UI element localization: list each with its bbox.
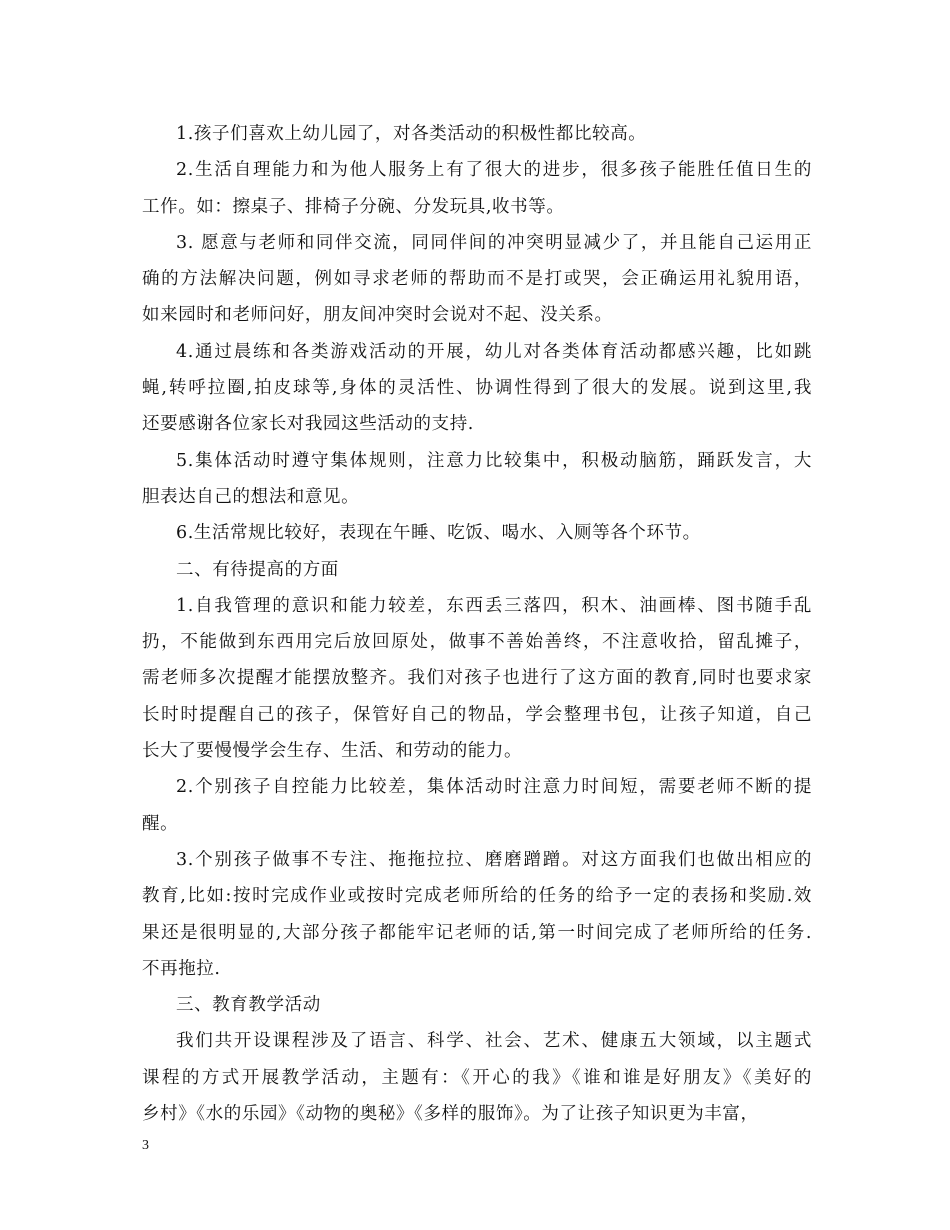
paragraph (142, 116, 812, 152)
text-line: 工作。如：擦桌子、排椅子分碗、分发玩具,收书等。 (142, 196, 565, 217)
text-line: 果还是很明显的,大部分孩子都能牢记老师的话,第一时间完成了老师所给的任务. (142, 922, 812, 943)
paragraph (142, 1023, 812, 1132)
text-line: 三、教育教学活动 (176, 995, 321, 1016)
text-line: 我们共开设课程涉及了语言、科学、社会、艺术、健康五大领域，以主题式 (176, 1031, 812, 1052)
text-line: 需老师多次提醒才能摆放整齐。我们对孩子也进行了这方面的教育,同时也要求家 (142, 668, 812, 689)
paragraph (142, 152, 812, 225)
text-line: 1.孩子们喜欢上幼儿园了，对各类活动的积极性都比较高。 (176, 124, 647, 144)
paragraph (142, 552, 812, 588)
paragraph (142, 842, 812, 987)
text-line: 醒。 (142, 813, 179, 834)
text-line: 6.生活常规比较好，表现在午睡、吃饭、喝水、入厕等各个环节。 (176, 523, 701, 544)
text-line: 不再拖拉. (142, 958, 221, 979)
text-line: 2.个别孩子自控能力比较差，集体活动时注意力时间短，需要老师不断的提 (176, 777, 812, 798)
text-line: 长大了要慢慢学会生存、生活、和劳动的能力。 (142, 741, 523, 762)
paragraph (142, 443, 812, 516)
text-line: 3. 愿意与老师和同伴交流，同同伴间的冲突明显减少了，并且能自己运用正 (176, 232, 812, 253)
text-line: 课程的方式开展教学活动，主题有：《开心的我》《谁和谁是好朋友》《美好的 (142, 1067, 812, 1088)
text-line: 扔，不能做到东西用完后放回原处，做事不善始善终，不注意收拾，留乱摊子， (142, 632, 812, 653)
text-line: 长时时提醒自己的孩子，保管好自己的物品，学会整理书包，让孩子知道，自己 (142, 704, 812, 725)
text-line: 教育,比如:按时完成作业或按时完成老师所给的任务的给予一定的表扬和奖励.效 (142, 886, 812, 907)
paragraph (142, 515, 812, 551)
text-line: 4.通过晨练和各类游戏活动的开展，幼儿对各类体育活动都感兴趣，比如跳 (176, 341, 812, 362)
text-line: 蝇,转呼拉圈,拍皮球等,身体的灵活性、协调性得到了很大的发展。说到这里,我 (142, 378, 812, 399)
text-line: 如来园时和老师问好，朋友间冲突时会说对不起、没关系。 (142, 305, 613, 326)
text-line: 还要感谢各位家长对我园这些活动的支持. (142, 414, 474, 435)
text-line: 胆表达自己的想法和意见。 (142, 486, 360, 507)
text-line: 2.生活自理能力和为他人服务上有了很大的进步，很多孩子能胜任值日生的 (176, 160, 812, 181)
paragraph (142, 225, 812, 334)
paragraph (142, 769, 812, 842)
text-line: 5.集体活动时遵守集体规则，注意力比较集中，积极动脑筋，踊跃发言，大 (176, 450, 812, 471)
text-line: 3.个别孩子做事不专注、拖拖拉拉、磨磨蹭蹭。对这方面我们也做出相应的 (176, 849, 812, 870)
text-line: 乡村》《水的乐园》《动物的奥秘》《多样的服饰》。为了让孩子知识更为丰富， (142, 1104, 759, 1125)
text-line: 1.自我管理的意识和能力较差，东西丢三落四，积木、油画棒、图书随手乱 (176, 595, 812, 616)
document-body (142, 116, 812, 1132)
text-line: 二、有待提高的方面 (176, 559, 339, 580)
paragraph (142, 987, 812, 1023)
text-line: 确的方法解决问题，例如寻求老师的帮助而不是打或哭，会正确运用礼貌用语， (142, 269, 812, 290)
page-number: 3 (142, 1138, 149, 1153)
paragraph (142, 334, 812, 443)
paragraph (142, 588, 812, 769)
